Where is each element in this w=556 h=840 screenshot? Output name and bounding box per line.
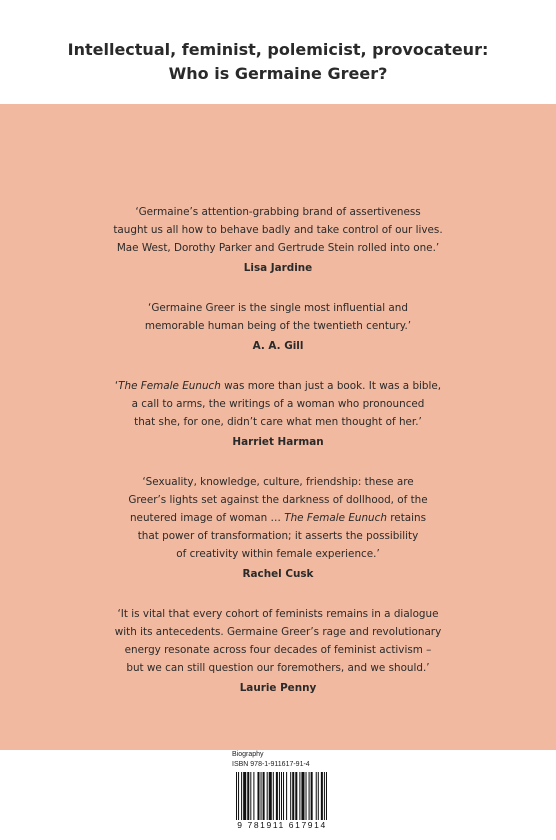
barcode-bar — [238, 772, 239, 820]
barcode-bar — [292, 772, 294, 820]
quote-line-rest: retains — [386, 512, 427, 524]
quote-harman — [0, 377, 556, 452]
barcode-bar — [290, 772, 291, 820]
quote-attribution: Harriet Harman — [232, 436, 324, 448]
quote-attribution: Laurie Penny — [239, 682, 317, 694]
isbn-label: ISBN 978-1-911617-91-4 — [232, 761, 310, 768]
barcode-bar — [236, 772, 237, 820]
quote-line: energy resonate across four decades of feminist activism – — [124, 644, 432, 656]
book-title: The Female Eunuch — [284, 512, 387, 524]
quote-text — [0, 203, 556, 257]
cover-footer — [0, 750, 556, 840]
barcode-bar — [283, 772, 284, 820]
barcode-bar — [250, 772, 251, 820]
barcode-bar — [241, 772, 242, 820]
quote-line: that power of transformation; it asserts the possibility — [137, 530, 419, 542]
barcode-bar — [281, 772, 282, 820]
quote-line-rest: was more than just a book. It was a bible, — [220, 380, 442, 392]
barcode-bar — [257, 772, 259, 820]
quote-line — [0, 377, 556, 395]
quote-jardine — [0, 203, 556, 278]
quote-text — [0, 377, 556, 431]
barcode-bar — [311, 772, 313, 820]
barcode-bar — [321, 772, 323, 820]
barcode-bar — [243, 772, 246, 820]
barcode-bar — [299, 772, 300, 820]
quote-line: that she, for one, didn’t care what men thought of her.’ — [134, 416, 422, 428]
barcode-bar — [326, 772, 327, 820]
cover-header — [0, 0, 556, 104]
barcode-bar — [276, 772, 278, 820]
quote-text — [0, 299, 556, 335]
quote-line: a call to arms, the writings of a woman who pronounced — [131, 398, 425, 410]
quote-line-start: neutered image of woman … — [129, 512, 285, 524]
book-title: The Female Eunuch — [118, 380, 221, 392]
quote-text — [0, 473, 556, 563]
quote-text — [0, 605, 556, 677]
quote-line: ‘Sexuality, knowledge, culture, friendship: these are — [142, 476, 414, 488]
barcode-bar — [253, 772, 254, 820]
quote-line: with its antecedents. Germaine Greer’s rage and revolutionary — [114, 626, 442, 638]
barcode-bar — [295, 772, 297, 820]
barcode-bar — [318, 772, 319, 820]
barcode-bar — [286, 772, 287, 820]
quote-line: Greer’s lights set against the darkness of dollhood, of the — [128, 494, 428, 506]
quote-open-mark: ‘ — [114, 380, 119, 392]
quote-attribution: A. A. Gill — [252, 340, 304, 352]
barcode-bar — [301, 772, 304, 820]
barcode-image — [236, 772, 328, 820]
quote-line: taught us all how to behave badly and take control of our lives. — [113, 224, 443, 236]
barcode-bar — [306, 772, 307, 820]
barcode-bar — [279, 772, 280, 820]
quote-list — [0, 203, 556, 719]
barcode-bar — [263, 772, 265, 820]
quote-line: ‘It is vital that every cohort of feminists remains in a dialogue — [117, 608, 439, 620]
headline-line-2: Who is Germaine Greer? — [168, 64, 388, 83]
quote-penny — [0, 605, 556, 698]
quote-line: memorable human being of the twentieth century.’ — [144, 320, 412, 332]
barcode-bar — [267, 772, 268, 820]
quote-line: ‘Germaine’s attention-grabbing brand of assertiveness — [135, 206, 421, 218]
quote-line: of creativity within female experience.’ — [176, 548, 380, 560]
barcode-bar — [247, 772, 249, 820]
quote-line: Mae West, Dorothy Parker and Gertrude Stein rolled into one.’ — [116, 242, 440, 254]
headline-line-1: Intellectual, feminist, polemicist, provocateur: — [67, 40, 489, 59]
barcode-bar — [273, 772, 274, 820]
barcode-bar — [261, 772, 262, 820]
quote-attribution: Rachel Cusk — [242, 568, 314, 580]
barcode-bar — [316, 772, 317, 820]
quote-line — [0, 509, 556, 527]
quote-line: but we can still question our foremothers, and we should.’ — [126, 662, 430, 674]
barcode-bar — [324, 772, 325, 820]
barcode-bar — [309, 772, 310, 820]
headline — [0, 38, 556, 86]
barcode-number: 9 781911 617914 — [237, 820, 327, 830]
quote-cusk — [0, 473, 556, 584]
quote-gill — [0, 299, 556, 356]
quote-attribution: Lisa Jardine — [243, 262, 313, 274]
quote-line: ‘Germaine Greer is the single most influential and — [148, 302, 408, 314]
barcode-bar — [269, 772, 272, 820]
category-label: Biography — [232, 751, 264, 758]
barcode-block — [232, 750, 332, 832]
